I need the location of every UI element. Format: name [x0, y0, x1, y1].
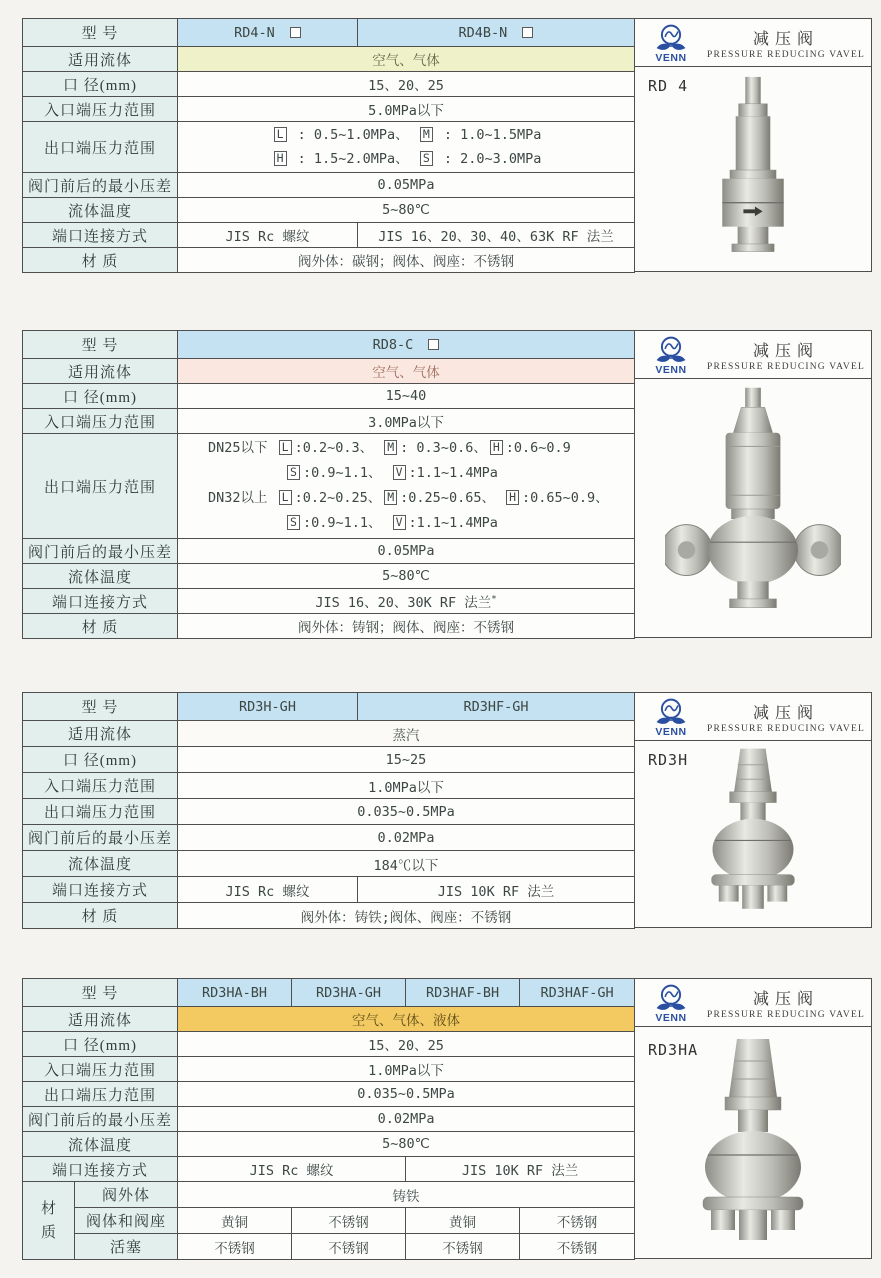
- label-min-diff: 阀门前后的最小压差: [23, 539, 178, 564]
- label-fluid: 适用流体: [23, 721, 178, 747]
- value-bore: 15、20、25: [178, 72, 635, 97]
- label-min-diff: 阀门前后的最小压差: [23, 825, 178, 851]
- model-cell: RD3HAF-BH: [406, 979, 520, 1007]
- row-model: [23, 693, 635, 721]
- value-outlet: 0.035~0.5MPa: [178, 1082, 635, 1107]
- product-title: 减压阀: [752, 342, 819, 360]
- label-temp: 流体温度: [23, 198, 178, 223]
- row-min-diff: [23, 173, 635, 198]
- value-fluid: 空气、气体: [178, 359, 635, 384]
- row-temp: [23, 198, 635, 223]
- value-piston: 不锈钢: [178, 1234, 292, 1260]
- product-titles: [707, 338, 871, 372]
- label-material: 材 质: [23, 248, 178, 273]
- row-temp: [23, 564, 635, 589]
- venn-logo-icon: [649, 336, 693, 366]
- product-code: RD 4: [648, 77, 689, 95]
- venn-logo: [635, 982, 707, 1024]
- value-material: 阀外体：铸铁;阀体、阀座：不锈钢: [178, 903, 635, 929]
- product-titles: [707, 986, 871, 1020]
- label-material: 材 质: [23, 614, 178, 639]
- value-min-diff: 0.05MPa: [178, 539, 635, 564]
- value-piston: 不锈钢: [520, 1234, 635, 1260]
- row-material: [23, 903, 635, 929]
- row-fluid: [23, 721, 635, 747]
- label-temp: 流体温度: [23, 851, 178, 877]
- model-cell: RD4B-N: [358, 19, 635, 47]
- brand-header: [635, 331, 871, 379]
- value-connection-thread: JIS Rc 螺纹: [178, 223, 358, 248]
- row-model: [23, 19, 635, 47]
- value-temp: 5~80℃: [178, 198, 635, 223]
- valve-photo-rd3h: [690, 745, 816, 925]
- value-fluid: 空气、气体: [178, 47, 635, 72]
- label-model: 型 号: [23, 19, 178, 47]
- value-min-diff: 0.05MPa: [178, 173, 635, 198]
- value-seat: 不锈钢: [520, 1208, 635, 1234]
- product-titles: [707, 700, 871, 734]
- value-valve-body: 铸铁: [178, 1182, 635, 1208]
- value-bore: 15~40: [178, 384, 635, 409]
- section-rd3ha: [22, 978, 872, 1260]
- value-connection-thread: JIS Rc 螺纹: [178, 1157, 406, 1182]
- spec-table-rd8: [22, 330, 635, 639]
- valve-photo-rd4: [694, 75, 812, 267]
- label-bore: 口 径(mm): [23, 72, 178, 97]
- connection-text: JIS 16、20、30K RF 法兰: [315, 595, 492, 611]
- row-min-diff: [23, 539, 635, 564]
- row-bore: [23, 747, 635, 773]
- product-titles: [707, 26, 871, 60]
- value-outlet: L : 0.5~1.0MPa、 M : 1.0~1.5MPa H : 1.5~2.0MPa、 S : 2.0~3.0MPa: [178, 122, 635, 173]
- value-bore: 15~25: [178, 747, 635, 773]
- value-material: 阀外体：碳钢；阀体、阀座：不锈钢: [178, 248, 635, 273]
- value-fluid: 空气、气体、液体: [178, 1007, 635, 1032]
- sidebar-rd4: [634, 18, 872, 272]
- sidebar-rd8: [634, 330, 872, 638]
- value-temp: 5~80℃: [178, 1132, 635, 1157]
- value-inlet: 3.0MPa以下: [178, 409, 635, 434]
- value-outlet: 0.035~0.5MPa: [178, 799, 635, 825]
- value-inlet: 1.0MPa以下: [178, 773, 635, 799]
- row-fluid: [23, 1007, 635, 1032]
- row-bore: [23, 72, 635, 97]
- brand-name: VENN: [655, 1011, 687, 1024]
- value-outlet: DN25以下 L :0.2~0.3、 M : 0.3~0.6、 H :0.6~0.9 S :0.9~1.1、 V :1.1~1.4MPa DN32以上 L :0.2~0.25、 M :0.25~0.65、 H :0.65~0.9、 S :0.9~1.1、 V :1.1~1.4MPa: [178, 434, 635, 539]
- value-fluid: 蒸汽: [178, 721, 635, 747]
- product-subtitle: PRESSURE REDUCING VAVEL: [707, 723, 865, 734]
- row-inlet: [23, 97, 635, 122]
- label-bore: 口 径(mm): [23, 384, 178, 409]
- row-min-diff: [23, 825, 635, 851]
- venn-logo: [635, 334, 707, 376]
- row-model: [23, 979, 635, 1007]
- row-material-piston: [23, 1234, 635, 1260]
- label-valve-seat: 阀体和阀座: [75, 1208, 178, 1234]
- value-connection-flange: JIS 16、20、30、40、63K RF 法兰: [358, 223, 635, 248]
- label-valve-body: 阀外体: [75, 1182, 178, 1208]
- label-model: 型 号: [23, 979, 178, 1007]
- row-model: [23, 331, 635, 359]
- product-title: 减压阀: [752, 704, 819, 722]
- value-inlet: 5.0MPa以下: [178, 97, 635, 122]
- venn-logo-icon: [649, 698, 693, 728]
- product-code: RD3H: [648, 751, 689, 769]
- label-model: 型 号: [23, 331, 178, 359]
- spec-table-rd4: [22, 18, 635, 273]
- row-bore: [23, 384, 635, 409]
- row-connection: [23, 589, 635, 614]
- label-connection: 端口连接方式: [23, 223, 178, 248]
- model-cell: RD3HA-GH: [292, 979, 406, 1007]
- label-fluid: 适用流体: [23, 1007, 178, 1032]
- value-connection: [178, 589, 635, 614]
- value-piston: 不锈钢: [406, 1234, 520, 1260]
- brand-header: [635, 693, 871, 741]
- product-code: RD3HA: [648, 1041, 699, 1059]
- venn-logo-icon: [649, 984, 693, 1014]
- value-temp: 5~80℃: [178, 564, 635, 589]
- row-material-body: [23, 1182, 635, 1208]
- brand-name: VENN: [655, 363, 687, 376]
- model-cell: RD8-C: [178, 331, 635, 359]
- label-min-diff: 阀门前后的最小压差: [23, 173, 178, 198]
- value-bore: 15、20、25: [178, 1032, 635, 1057]
- row-temp: [23, 851, 635, 877]
- row-outlet: [23, 122, 635, 173]
- row-fluid: [23, 359, 635, 384]
- label-bore: 口 径(mm): [23, 1032, 178, 1057]
- material-char-1: 材: [40, 1200, 56, 1217]
- row-inlet: [23, 773, 635, 799]
- label-fluid: 适用流体: [23, 47, 178, 72]
- label-outlet: 出口端压力范围: [23, 122, 178, 173]
- label-piston: 活塞: [75, 1234, 178, 1260]
- label-material: 材 质: [23, 903, 178, 929]
- section-rd4: [22, 18, 872, 273]
- spec-table-rd3h: [22, 692, 635, 929]
- label-connection: 端口连接方式: [23, 877, 178, 903]
- label-inlet: 入口端压力范围: [23, 773, 178, 799]
- label-inlet: 入口端压力范围: [23, 97, 178, 122]
- row-temp: [23, 1132, 635, 1157]
- label-outlet: 出口端压力范围: [23, 1082, 178, 1107]
- label-inlet: 入口端压力范围: [23, 1057, 178, 1082]
- row-material-seat: [23, 1208, 635, 1234]
- brand-name: VENN: [655, 51, 687, 64]
- connection-note: *: [491, 594, 497, 605]
- brand-header: [635, 979, 871, 1027]
- label-outlet: 出口端压力范围: [23, 799, 178, 825]
- venn-logo-icon: [649, 24, 693, 54]
- brand-header: [635, 19, 871, 67]
- valve-photo-rd8: [665, 385, 841, 631]
- product-title: 减压阀: [752, 30, 819, 48]
- section-rd3h: [22, 692, 872, 929]
- product-subtitle: PRESSURE REDUCING VAVEL: [707, 361, 865, 372]
- row-connection: [23, 223, 635, 248]
- label-outlet: 出口端压力范围: [23, 434, 178, 539]
- label-min-diff: 阀门前后的最小压差: [23, 1107, 178, 1132]
- row-bore: [23, 1032, 635, 1057]
- row-outlet: [23, 1082, 635, 1107]
- row-outlet: [23, 434, 635, 539]
- model-cell: RD3HAF-GH: [520, 979, 635, 1007]
- value-piston: 不锈钢: [292, 1234, 406, 1260]
- value-min-diff: 0.02MPa: [178, 825, 635, 851]
- row-material: [23, 248, 635, 273]
- model-cell: RD4-N: [178, 19, 358, 47]
- row-connection: [23, 877, 635, 903]
- model-cell: RD3HF-GH: [358, 693, 635, 721]
- value-connection-flange: JIS 10K RF 法兰: [358, 877, 635, 903]
- label-temp: 流体温度: [23, 564, 178, 589]
- section-rd8: [22, 330, 872, 639]
- sidebar-rd3h: [634, 692, 872, 928]
- value-connection-flange: JIS 10K RF 法兰: [406, 1157, 635, 1182]
- product-title: 减压阀: [752, 990, 819, 1008]
- row-inlet: [23, 1057, 635, 1082]
- row-fluid: [23, 47, 635, 72]
- product-subtitle: PRESSURE REDUCING VAVEL: [707, 1009, 865, 1020]
- valve-photo-rd3ha: [683, 1035, 823, 1253]
- row-min-diff: [23, 1107, 635, 1132]
- value-material: 阀外体：铸钢；阀体、阀座：不锈钢: [178, 614, 635, 639]
- label-connection: 端口连接方式: [23, 1157, 178, 1182]
- value-min-diff: 0.02MPa: [178, 1107, 635, 1132]
- row-connection: [23, 1157, 635, 1182]
- model-cell: RD3H-GH: [178, 693, 358, 721]
- value-seat: 不锈钢: [292, 1208, 406, 1234]
- value-temp: 184℃以下: [178, 851, 635, 877]
- product-subtitle: PRESSURE REDUCING VAVEL: [707, 49, 865, 60]
- row-outlet: [23, 799, 635, 825]
- value-inlet: 1.0MPa以下: [178, 1057, 635, 1082]
- label-bore: 口 径(mm): [23, 747, 178, 773]
- label-material-vertical: [23, 1182, 75, 1260]
- material-char-2: 质: [40, 1224, 56, 1241]
- venn-logo: [635, 696, 707, 738]
- venn-logo: [635, 22, 707, 64]
- sidebar-rd3ha: [634, 978, 872, 1259]
- spec-table-rd3ha: [22, 978, 635, 1260]
- label-temp: 流体温度: [23, 1132, 178, 1157]
- label-inlet: 入口端压力范围: [23, 409, 178, 434]
- label-model: 型 号: [23, 693, 178, 721]
- row-material: [23, 614, 635, 639]
- model-cell: RD3HA-BH: [178, 979, 292, 1007]
- value-connection-thread: JIS Rc 螺纹: [178, 877, 358, 903]
- label-fluid: 适用流体: [23, 359, 178, 384]
- label-connection: 端口连接方式: [23, 589, 178, 614]
- value-seat: 黄铜: [406, 1208, 520, 1234]
- row-inlet: [23, 409, 635, 434]
- brand-name: VENN: [655, 725, 687, 738]
- value-seat: 黄铜: [178, 1208, 292, 1234]
